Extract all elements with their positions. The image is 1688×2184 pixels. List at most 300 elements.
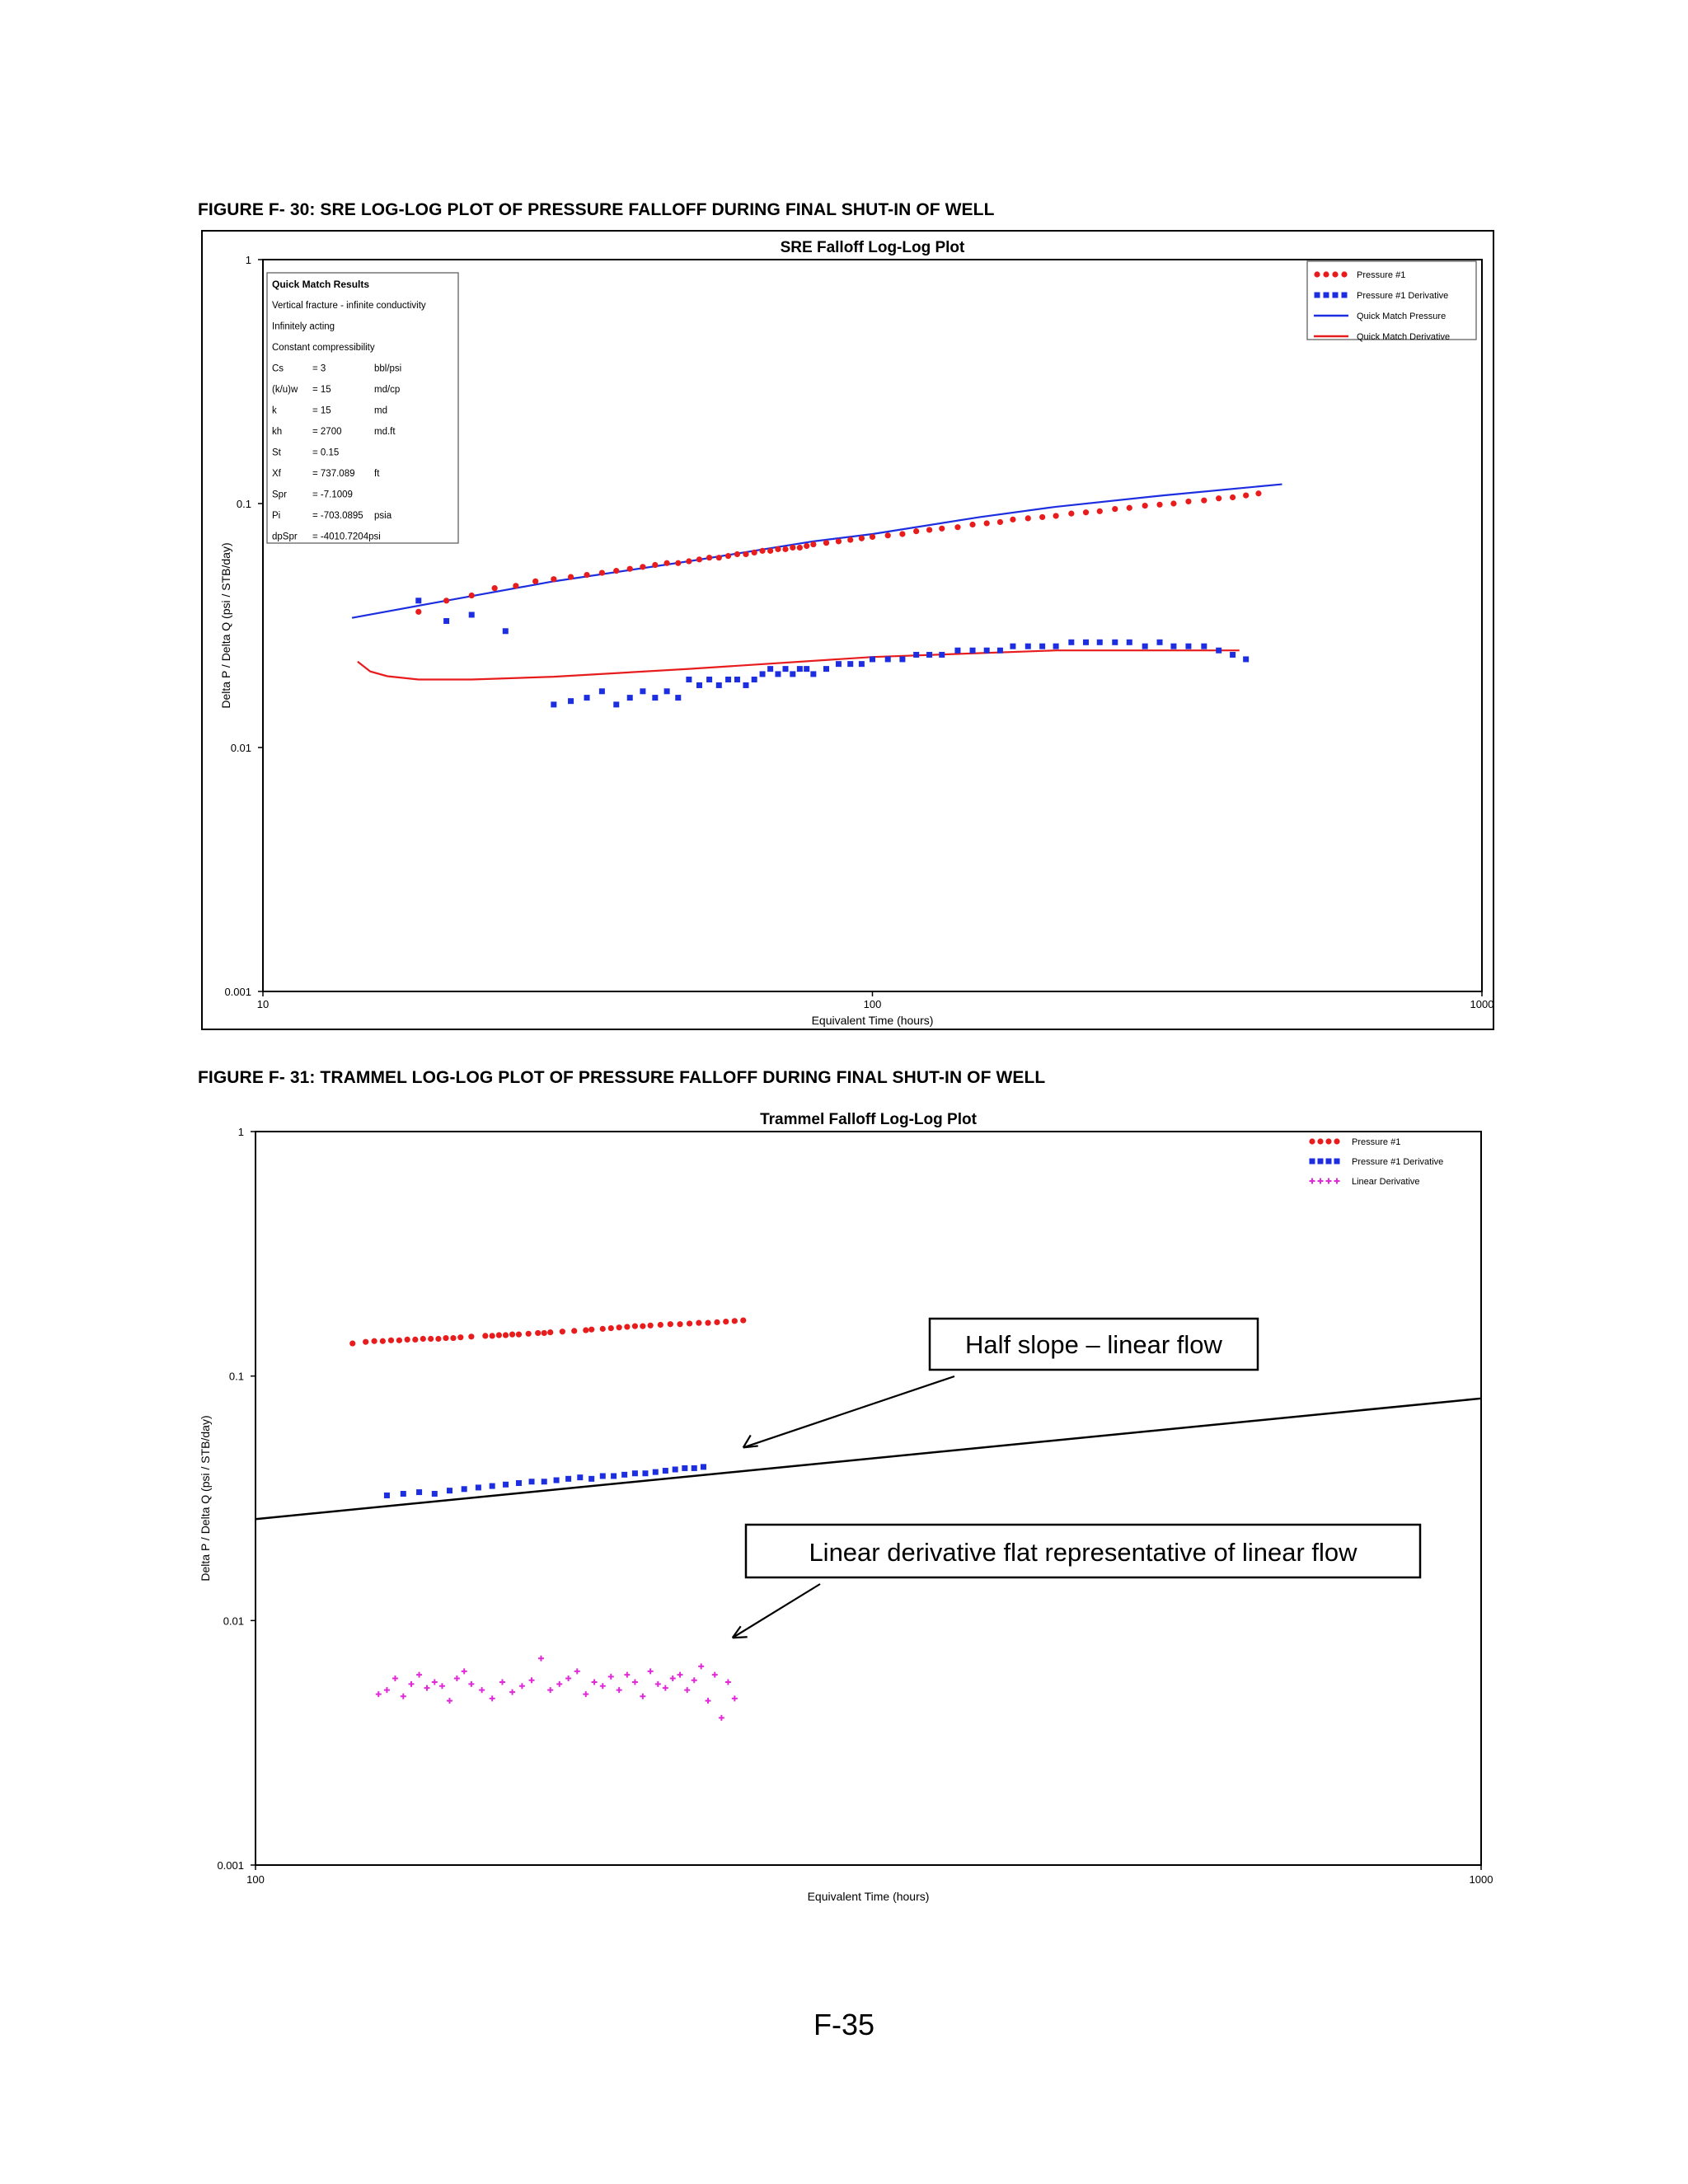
pressure-point — [640, 564, 645, 569]
linear_derivative-point — [698, 1663, 704, 1669]
derivative-point — [716, 682, 722, 688]
linear_derivative-point — [547, 1687, 553, 1693]
derivative-point — [653, 1469, 659, 1475]
derivative-point — [823, 666, 829, 672]
pressure-point — [363, 1339, 368, 1345]
derivative-point — [613, 701, 619, 707]
pressure-point — [516, 1332, 522, 1338]
legend-marker-swatch — [1324, 293, 1329, 298]
pressure-point — [551, 576, 556, 582]
pressure-point — [372, 1338, 377, 1344]
derivative-point — [673, 1466, 678, 1472]
pressure-point — [782, 546, 788, 552]
pressure-point — [939, 526, 945, 532]
pressure-point — [734, 551, 740, 557]
pressure-point — [997, 519, 1003, 525]
pressure-point — [823, 540, 829, 546]
pressure-point — [1112, 506, 1118, 512]
derivative-point — [1025, 644, 1031, 649]
derivative-point — [642, 1470, 648, 1476]
quick-match-param-name: k — [272, 405, 277, 416]
pressure-point — [1156, 502, 1162, 508]
pressure-point — [547, 1329, 553, 1335]
quick-match-param-value: = 737.089 — [312, 469, 355, 479]
pressure-point — [613, 568, 619, 574]
linear_derivative-point — [663, 1685, 668, 1691]
quick-match-param-unit: md — [374, 405, 387, 416]
derivative-point — [1170, 644, 1176, 649]
derivative-point — [1097, 640, 1103, 645]
annotation-arrow — [733, 1584, 820, 1638]
derivative-point — [490, 1483, 495, 1489]
quick-match-param-name: kh — [272, 427, 283, 437]
linear_derivative-point — [632, 1680, 638, 1685]
linear_derivative-point — [479, 1687, 485, 1693]
annotation-text: Half slope – linear flow — [965, 1330, 1222, 1359]
derivative-point — [692, 1465, 697, 1471]
quick-match-param-name: Spr — [272, 490, 287, 500]
quick-match-line: Constant compressibility — [272, 343, 375, 353]
derivative-point — [1243, 656, 1249, 662]
pressure-point — [380, 1338, 386, 1344]
quick-match-param-name: Pi — [272, 511, 281, 521]
quick-match-param-value: = 0.15 — [312, 448, 340, 458]
pressure-point — [1053, 513, 1059, 518]
linear_derivative-point — [684, 1687, 690, 1693]
sre-falloff-chart — [203, 232, 1496, 1032]
derivative-point — [462, 1486, 467, 1492]
quick-match-param-value: = 2700 — [312, 427, 342, 437]
pressure-point — [687, 1320, 692, 1326]
linear_derivative-point — [678, 1672, 683, 1678]
linear_derivative-point — [670, 1675, 676, 1681]
pressure-point — [658, 1322, 663, 1328]
linear_derivative-point — [384, 1687, 390, 1693]
derivative-point — [701, 1464, 706, 1469]
linear_derivative-point — [732, 1695, 738, 1701]
linear_derivative-point — [600, 1683, 606, 1689]
pressure-point — [723, 1319, 729, 1324]
linear_derivative-point — [608, 1674, 614, 1680]
pressure-point — [560, 1329, 565, 1334]
quick-match-param-name: Xf — [272, 469, 281, 479]
plot-area — [256, 1132, 1481, 1865]
derivative-point — [476, 1484, 481, 1490]
pressure-point — [490, 1333, 495, 1338]
derivative-point — [621, 1472, 627, 1478]
derivative-point — [415, 598, 421, 603]
derivative-point — [469, 612, 475, 617]
derivative-point — [790, 671, 795, 677]
derivative-point — [632, 1470, 638, 1476]
derivative-point — [516, 1480, 522, 1486]
page-number: F-35 — [813, 2008, 875, 2041]
pressure-point — [926, 527, 932, 532]
derivative-point — [588, 1476, 594, 1482]
linear_derivative-point — [655, 1681, 661, 1687]
derivative-point — [706, 677, 712, 682]
derivative-point — [939, 652, 945, 658]
legend-marker-swatch — [1333, 293, 1339, 298]
quick-match-box — [267, 273, 458, 543]
derivative-point — [577, 1474, 583, 1480]
sre-chart-frame — [201, 230, 1494, 1030]
pressure-point — [1170, 500, 1176, 506]
half_slope-line — [256, 1399, 1481, 1519]
linear_derivative-point — [392, 1675, 398, 1681]
derivative-point — [664, 688, 670, 694]
pressure-point — [1142, 503, 1148, 509]
legend-marker-swatch — [1332, 271, 1338, 277]
derivative-point — [1230, 652, 1236, 658]
derivative-point — [503, 1482, 509, 1488]
derivative-point — [870, 656, 875, 662]
pressure-point — [797, 545, 803, 551]
derivative-point — [447, 1488, 452, 1493]
x-tick-label: 1000 — [1469, 1873, 1493, 1886]
pressure-point — [648, 1323, 654, 1329]
pressure-point — [624, 1324, 630, 1329]
x-tick-label: 10 — [256, 998, 270, 1010]
pressure-point — [847, 537, 853, 542]
legend-marker-swatch — [1310, 1159, 1315, 1165]
pressure-point — [767, 548, 773, 554]
pressure-point — [1010, 517, 1015, 523]
derivative-point — [760, 671, 766, 677]
linear_derivative-point — [401, 1694, 406, 1699]
derivative-point — [782, 666, 788, 672]
x-tick-label: 1000 — [1470, 998, 1494, 1010]
y-tick-label: 0.1 — [236, 498, 251, 510]
legend-label: Quick Match Pressure — [1357, 312, 1447, 321]
quick-match-title: Quick Match Results — [272, 279, 370, 290]
pressure-point — [435, 1336, 441, 1342]
linear_derivative-point — [624, 1672, 630, 1678]
legend-marker-swatch — [1326, 1159, 1332, 1165]
pressure-point — [804, 543, 809, 549]
derivative-point — [734, 677, 740, 682]
legend-label: Pressure #1 — [1352, 1137, 1401, 1147]
derivative-point — [568, 698, 574, 704]
legend-marker-swatch — [1325, 1138, 1331, 1144]
derivative-point — [686, 677, 692, 682]
linear_derivative-point — [439, 1683, 445, 1689]
quick-match-param-name: (k/u)w — [272, 385, 298, 395]
figure-caption-31: FIGURE F- 31: TRAMMEL LOG-LOG PLOT OF PRESSURE FALLOFF DURING FINAL SHUT-IN OF WELL — [198, 1068, 1046, 1087]
pressure-point — [617, 1324, 622, 1330]
pressure-point — [457, 1334, 463, 1340]
pressure-point — [583, 1327, 588, 1333]
quick-match-param-value: = -7.1009 — [312, 490, 353, 500]
figure-caption-30: FIGURE F- 30: SRE LOG-LOG PLOT OF PRESSURE FALLOFF DURING FINAL SHUT-IN OF WELL — [198, 200, 995, 219]
pressure-point — [913, 528, 919, 534]
y-tick-label: 0.001 — [224, 986, 251, 998]
pressure-point — [640, 1324, 645, 1329]
pressure-point — [600, 1326, 606, 1332]
pressure-point — [790, 545, 795, 551]
quick-match-param-unit: psia — [374, 511, 392, 521]
pressure-point — [349, 1340, 355, 1346]
pressure-point — [1216, 495, 1221, 501]
legend-label: Pressure #1 — [1357, 270, 1406, 280]
pressure-point — [420, 1336, 426, 1342]
derivative-point — [847, 661, 853, 667]
derivative-point — [1112, 640, 1118, 645]
pressure-point — [608, 1325, 614, 1331]
pressure-point — [705, 1320, 710, 1326]
linear_derivative-point — [490, 1695, 495, 1701]
pressure-point — [836, 538, 842, 544]
pressure-point — [1127, 505, 1132, 511]
legend-marker-swatch — [1342, 293, 1348, 298]
linear_derivative-point — [424, 1685, 430, 1691]
pressure-point — [725, 553, 731, 559]
quick-match-param-value: = 3 — [312, 363, 326, 374]
legend-marker-swatch — [1318, 1159, 1324, 1165]
linear_derivative-point — [538, 1656, 544, 1661]
pressure-point — [677, 1321, 682, 1327]
legend-marker-swatch — [1309, 1138, 1315, 1144]
quick-match-param-name: St — [272, 448, 281, 458]
x-axis-label: Equivalent Time (hours) — [807, 1890, 930, 1903]
linear_derivative-point — [409, 1681, 415, 1687]
linear_derivative-point — [447, 1698, 452, 1704]
derivative-point — [970, 648, 976, 654]
derivative-point — [565, 1476, 571, 1482]
derivative-point — [584, 695, 590, 701]
derivative-point — [416, 1489, 422, 1495]
annotation-arrow — [743, 1376, 954, 1447]
derivative-point — [775, 671, 781, 677]
pressure-point — [468, 1333, 474, 1339]
pressure-point — [599, 569, 605, 575]
derivative-point — [1010, 644, 1015, 649]
y-tick-label: 0.01 — [230, 742, 251, 754]
legend-marker-swatch — [1317, 1138, 1323, 1144]
trammel-chart-frame — [190, 1094, 1508, 1902]
derivative-point — [1068, 640, 1074, 645]
pressure-point — [668, 1321, 673, 1327]
pressure-point — [686, 558, 692, 564]
pressure-point — [743, 551, 748, 557]
annotation-text: Linear derivative flat representative of linear flow — [809, 1538, 1357, 1567]
linear_derivative-point — [416, 1672, 422, 1678]
y-tick-label: 0.001 — [217, 1859, 244, 1872]
pressure-point — [732, 1318, 738, 1324]
derivative-point — [675, 695, 681, 701]
pressure-point — [969, 522, 975, 527]
pressure-point — [542, 1330, 547, 1336]
linear_derivative-point — [712, 1672, 718, 1678]
annotation-arrowhead — [733, 1626, 748, 1638]
linear_derivative-point — [592, 1680, 598, 1685]
linear_derivative-point — [648, 1668, 654, 1674]
pressure-point — [675, 560, 681, 566]
legend-label: Pressure #1 Derivative — [1357, 291, 1449, 301]
linear_derivative-point — [719, 1715, 724, 1721]
pressure-point — [503, 1332, 509, 1338]
pressure-point — [885, 532, 891, 538]
pressure-point — [706, 555, 712, 560]
pressure-point — [899, 531, 905, 537]
derivative-point — [1127, 640, 1132, 645]
linear_derivative-point — [468, 1681, 474, 1687]
quick-match-param-name: Cs — [272, 363, 284, 374]
derivative-point — [1157, 640, 1163, 645]
pressure-point — [1039, 514, 1045, 520]
derivative-point — [1083, 640, 1089, 645]
derivative-point — [599, 688, 605, 694]
pressure-point — [428, 1336, 434, 1342]
pressure-point — [450, 1335, 456, 1341]
pressure-point — [696, 1320, 701, 1326]
linear_derivative-point — [462, 1668, 467, 1674]
linear_derivative-point — [454, 1675, 460, 1681]
linear_derivative-point — [509, 1690, 515, 1695]
legend-marker-swatch — [1314, 271, 1320, 277]
derivative-point — [725, 677, 731, 682]
y-tick-label: 1 — [237, 1126, 244, 1138]
derivative-point — [384, 1493, 390, 1498]
derivative-point — [663, 1468, 668, 1474]
linear_derivative-point — [499, 1680, 505, 1685]
legend-label: Quick Match Derivative — [1357, 332, 1451, 342]
pressure-point — [443, 598, 449, 603]
quick-match-line: Vertical fracture - infinite conductivity — [272, 301, 426, 311]
derivative-point — [652, 695, 658, 701]
pressure-point — [396, 1338, 402, 1343]
y-axis-label: Delta P / Delta Q (psi / STB/day) — [219, 542, 232, 709]
legend-marker-swatch — [1323, 271, 1329, 277]
x-axis-label: Equivalent Time (hours) — [811, 1014, 934, 1027]
pressure-point — [492, 585, 498, 591]
pressure-point — [716, 555, 722, 560]
pressure-point — [496, 1332, 502, 1338]
derivative-point — [804, 666, 809, 672]
derivative-point — [529, 1479, 535, 1484]
pressure-point — [415, 609, 421, 615]
quick-match-param-value: = 15 — [312, 385, 331, 395]
derivative-point — [954, 648, 960, 654]
trammel-falloff-chart — [190, 1094, 1508, 1902]
derivative-point — [551, 701, 556, 707]
quick-match-param-name: dpSpr — [272, 532, 298, 542]
linear_derivative-point — [574, 1668, 580, 1674]
derivative-point — [997, 648, 1003, 654]
legend-label: Linear Derivative — [1352, 1177, 1420, 1187]
derivative-point — [682, 1465, 687, 1471]
quick-match-param-unit: md/cp — [374, 385, 401, 395]
derivative-point — [640, 688, 645, 694]
derivative-point — [797, 666, 803, 672]
pressure-point — [984, 520, 990, 526]
pressure-point — [810, 541, 816, 547]
linear_derivative-point — [565, 1675, 571, 1681]
derivative-point — [503, 628, 509, 634]
derivative-point — [1142, 644, 1148, 649]
pressure-point — [1230, 494, 1236, 500]
linear_derivative-point — [640, 1694, 645, 1699]
pressure-point — [870, 534, 875, 540]
linear_derivative-point — [556, 1681, 562, 1687]
pressure-point — [1243, 493, 1249, 499]
pressure-point — [584, 572, 589, 578]
pressure-point — [443, 1335, 448, 1341]
pressure-point — [513, 583, 518, 588]
pressure-point — [412, 1337, 418, 1343]
derivative-point — [600, 1473, 606, 1479]
pressure-point — [652, 562, 658, 568]
derivative-point — [1201, 644, 1207, 649]
derivative-point — [913, 652, 919, 658]
quick-match-param-unit: ft — [374, 469, 380, 479]
pressure-point — [388, 1338, 394, 1343]
derivative-point — [1039, 644, 1045, 649]
derivative-point — [984, 648, 990, 654]
derivative-point — [1216, 648, 1221, 654]
derivative-point — [926, 652, 932, 658]
pressure-point — [627, 566, 633, 572]
derivative-point — [1053, 644, 1059, 649]
quick-match-param-value: = -4010.7204psi — [312, 532, 381, 542]
derivative-point — [836, 661, 842, 667]
pressure-point — [405, 1337, 410, 1343]
pressure-point — [859, 536, 865, 541]
pressure-point — [696, 556, 702, 562]
derivative-point — [885, 656, 891, 662]
pressure-point — [664, 560, 670, 566]
quick-match-param-value: = 15 — [312, 405, 331, 416]
derivative-point — [767, 666, 773, 672]
derivative-point — [696, 682, 702, 688]
pressure-point — [469, 593, 475, 598]
x-tick-label: 100 — [863, 998, 882, 1010]
quick-match-line: Infinitely acting — [272, 321, 335, 332]
derivative-point — [554, 1478, 560, 1483]
derivative-point — [743, 682, 748, 688]
derivative-point — [627, 695, 633, 701]
linear_derivative-point — [432, 1680, 438, 1685]
pressure-point — [568, 574, 574, 580]
pressure-point — [571, 1328, 577, 1333]
pressure-point — [759, 548, 765, 554]
pressure-point — [509, 1332, 515, 1338]
derivative-point — [752, 677, 757, 682]
linear_derivative-point — [519, 1683, 525, 1689]
pressure-point — [1068, 511, 1074, 517]
derivative-point — [899, 656, 905, 662]
y-tick-label: 0.01 — [223, 1615, 244, 1628]
pressure-point — [482, 1333, 488, 1338]
quick-match-param-unit: md.ft — [374, 427, 396, 437]
linear_derivative-point — [617, 1687, 622, 1693]
legend-marker-swatch — [1334, 1138, 1339, 1144]
derivative-point — [443, 618, 449, 624]
quick-match-param-value: = -703.0895 — [312, 511, 363, 521]
pressure-point — [752, 550, 757, 555]
derivative-point — [432, 1491, 438, 1497]
pressure-point — [954, 524, 960, 530]
linear_derivative-point — [706, 1698, 711, 1704]
pressure-point — [532, 579, 538, 584]
legend-label: Pressure #1 Derivative — [1352, 1157, 1444, 1167]
derivative-point — [611, 1473, 617, 1479]
pressure-point — [588, 1327, 594, 1333]
derivative-point — [542, 1479, 547, 1484]
pressure-point — [1185, 499, 1191, 504]
linear_derivative-point — [583, 1691, 588, 1697]
pressure-point — [526, 1331, 532, 1337]
